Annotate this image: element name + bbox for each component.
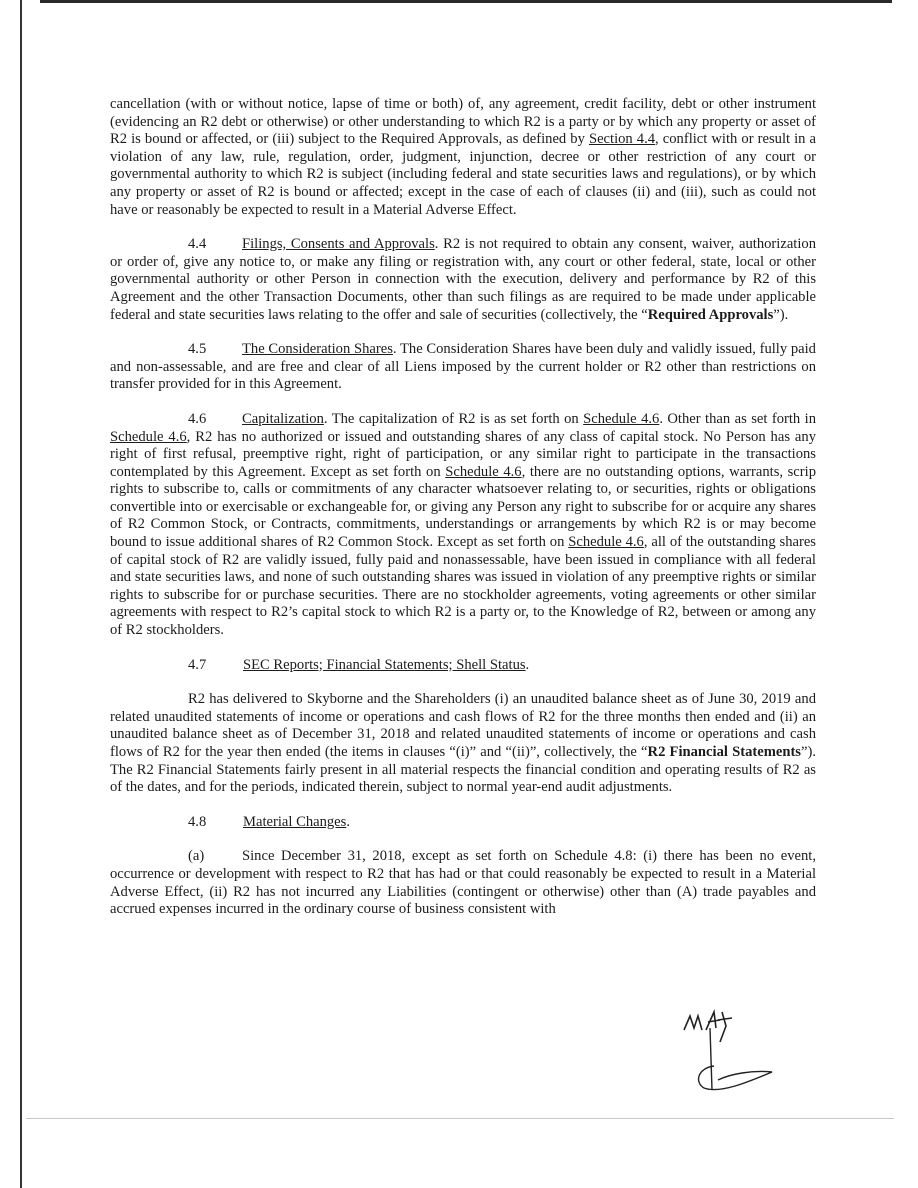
section-4-7-body: R2 has delivered to Skyborne and the Shareholders (i) an unaudited balance sheet as of June 30, 2019 and related unaudited statements of income or operations and cash flows of R2 for the three months then ended and (ii) an unaudited balance sheet as of December 31, 2018 and related unaudited statements of income or operations and cash flows of R2 for the year then ended (the items in clauses “(i)” and “(ii)”, collectively, the “R2 Financial Statements”). The R2 Financial Statements fairly present in all material respects the financial condition and operating results of R2 as of the dates, and for the periods, indicated therein, subject to normal year-end audit adjustments. <box>110 691 816 796</box>
section-4-4: 4.4 Filings, Consents and Approvals. R2 is not required to obtain any consent, waiver, authorization or order of, give any notice to, or make any filing or registration with, any court or other federal, state, local or other governmental authority or other Person in connection with the execution, delivery and performance by R2 of this Agreement and the other Transaction Documents, other than such filings as are required to be made under applicable federal and state securities laws relating to the offer and sale of securities (collectively, the “Required Approvals”). <box>110 236 816 323</box>
section-number: 4.6 <box>188 410 207 427</box>
section-4-8-a: (a) Since December 31, 2018, except as set forth on Schedule 4.8: (i) there has been no event, occurrence or development with respect to R2 that has had or that could reasonably be expected to result in a Material Adverse Effect, (ii) R2 has not incurred any Liabilities (contingent or otherwise) other than (A) trade payables and accrued expenses incurred in the ordinary course of business consistent with <box>110 848 816 918</box>
section-number: 4.4 <box>188 236 207 253</box>
signature-loop-stroke <box>699 1066 772 1090</box>
schedule-reference: Schedule 4.6 <box>110 428 187 445</box>
defined-term: Required Approvals <box>647 306 774 323</box>
section-4-5: 4.5 The Consideration Shares. The Consideration Shares have been duly and validly issued, fully paid and non-assessable, and are free and clear of all Liens imposed by the current holder or R2 other than restrictions on transfer provided for in this Agreement. <box>110 341 816 393</box>
initials-m-stroke <box>684 1016 702 1030</box>
document-body <box>110 96 816 936</box>
section-title: Capitalization <box>242 410 324 427</box>
section-number: 4.7 <box>188 656 207 673</box>
schedule-reference: Schedule 4.6 <box>583 410 660 427</box>
signature-vertical-stroke <box>710 1028 712 1090</box>
section-title: The Consideration Shares <box>242 341 393 358</box>
section-4-6: 4.6 Capitalization. The capitalization of R2 is as set forth on Schedule 4.6. Other than as set forth in Schedule 4.6, R2 has no authorized or issued and outstanding shares of any class of capital stock. No Person has any right of first refusal, preemptive right, right of participation, or any similar right to participate in the transactions contemplated by this Agreement. Except as set forth on Schedule 4.6, there are no outstanding options, warrants, scrip rights to subscribe to, calls or commitments of any character whatsoever relating to, or securities, rights or obligations convertible into or exercisable or exchangeable for, or giving any Person any right to subscribe for or acquire any shares of R2 Common Stock, or Contracts, commitments, understandings or arrangements by which R2 is or may become bound to issue additional shares of R2 Common Stock. Except as set forth on Schedule 4.6, all of the outstanding shares of capital stock of R2 are validly issued, fully paid and nonassessable, have been issued in compliance with all federal and state securities laws, and none of such outstanding shares was issued in violation of any preemptive rights or similar rights to subscribe for or purchase securities. There are no stockholder agreements, voting agreements or other similar agreements with respect to R2’s capital stock to which R2 is a party or, to the Knowledge of R2, between or among any of R2 stockholders. <box>110 410 817 639</box>
section-4-4-reference: Section 4.4 <box>588 131 656 148</box>
continuation-paragraph: cancellation (with or without notice, lapse of time or both) of, any agreement, credit facility, debt or other instrument (evidencing an R2 debt or otherwise) or other understanding to which R2 is a party or by which any property or asset of R2 is bound or affected, or (iii) subject to the Required Approvals, as defined by Section 4.4, conflict with or result in a violation of any law, rule, regulation, order, judgment, injunction, decree or other restriction of any court or governmental authority to which R2 is subject (including federal and state securities laws and regulations), or by which any property or asset of R2 is bound or affected; except in the case of each of clauses (ii) and (iii), such as could not have or reasonably be expected to result in a Material Adverse Effect. <box>110 96 817 218</box>
subsection-label: (a) <box>188 848 205 865</box>
section-4-8-heading: 4.8 Material Changes. <box>188 813 350 830</box>
section-number: 4.8 <box>188 813 207 830</box>
page-top-edge <box>40 0 892 3</box>
section-title: SEC Reports; Financial Statements; Shell Status <box>243 656 526 673</box>
section-number: 4.5 <box>188 341 207 358</box>
defined-term: R2 Financial Statements <box>647 744 801 760</box>
schedule-reference: Schedule 4.6 <box>568 534 644 551</box>
section-4-7-heading: 4.7 SEC Reports; Financial Statements; Shell Status. <box>188 656 530 673</box>
page-bottom-fold <box>26 1118 894 1119</box>
page-left-edge <box>20 0 22 1188</box>
schedule-reference: Schedule 4.6 <box>445 463 522 480</box>
signature-initials <box>668 1008 788 1098</box>
section-title: Material Changes <box>243 813 347 830</box>
section-title: Filings, Consents and Approvals <box>242 236 435 253</box>
